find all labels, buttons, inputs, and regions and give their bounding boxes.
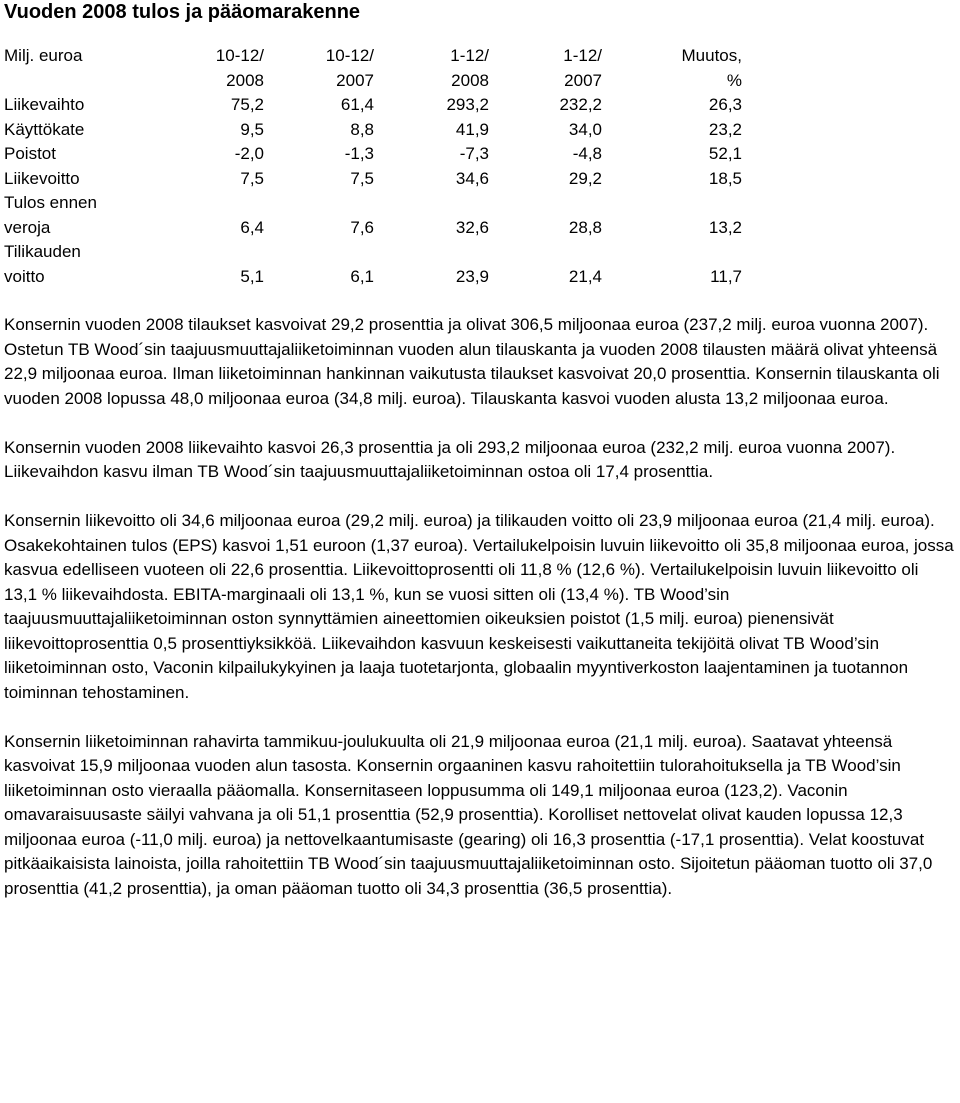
cell-value: 34,6	[455, 168, 489, 188]
cell-value: 21,4	[568, 266, 602, 286]
header-cell-q4-2008: 10-12/ 2008	[215, 46, 264, 90]
row-label: Käyttökate	[4, 119, 85, 139]
row-label: Poistot	[4, 144, 56, 163]
paragraph-profit: Konsernin liikevoitto oli 34,6 miljoonaa euroa (29,2 milj. euroa) ja tilikauden voitto oli 23,9 miljoonaa euroa (21,4 milj. euroa). Osakekohtainen tulos (EPS) kasvoi 1,51 euroon (1,37 euroa). Vertailukelpoisin luvuin liikevoitto oli 35,8 miljoonaa euroa, jossa kasvua edelliseen vuoteen oli 22,6 prosenttia. Liikevoittoprosentti oli 11,8 % (12,6 %). Vertailukelpoisin luvuin liikevoitto oli 13,1 % liikevaihdosta. EBITA-marginaali oli 13,1 %, kun se vuosi sitten oli (13,4 %). TB Wood’sin taajuusmuuttajaliiketoiminnan oston synnyttämien aineettomien oikeuksien poistot (1,5 milj. euroa) pienensivät liikevoittoprosenttia 0,5 prosenttiyksikköä. Liikevaihdon kasvuun keskeisesti vaikuttaneita tekijöitä olivat TB Wood’sin liiketoiminnan osto, Vaconin kilpailukykyinen ja laaja tuotetarjonta, globaalin myyntiverkoston laajentaminen ja tuotannon toiminnan tehostaminen.	[4, 511, 954, 702]
body-text	[4, 313, 956, 926]
cell-value: 293,2	[446, 95, 489, 114]
cell-value: 6,1	[350, 266, 374, 286]
financial-summary-table	[4, 44, 742, 289]
cell-value: 23,2	[708, 119, 742, 139]
cell-value: 41,9	[455, 119, 489, 139]
paragraph-cashflow: Konsernin liiketoiminnan rahavirta tammikuu-joulukuulta oli 21,9 miljoonaa euroa (21,1 milj. euroa). Saatavat yhteensä kasvoivat 15,9 miljoonaa vuoden alun tasosta. Konsernin orgaaninen kasvu rahoitettiin tulorahoituksella ja TB Wood’sin liiketoiminnan osto vieraalla pääomalla. Konsernitaseen loppusumma oli 149,1 miljoonaa euroa (123,2). Vaconin omavaraisuusaste säilyi vahvana ja oli 51,1 prosenttia (52,9 prosenttia). Korolliset nettovelat olivat kauden lopussa 12,3 miljoonaa euroa (-11,0 milj. euroa) ja nettovelkaantumisaste (gearing) oli 16,3 prosenttia (-17,1 prosenttia). Velat koostuvat pitkäaikaisista lainoista, joilla rahoitettiin TB Wood´sin taajuusmuuttajaliiketoiminnan osto. Sijoitetun pääoman tuotto oli 37,0 prosenttia (41,2 prosenttia), ja oman pääoman tuotto oli 34,3 prosenttia (36,5 prosenttia).	[4, 731, 933, 898]
header-cell-change: Muutos, %	[681, 46, 742, 90]
cell-value: 9,5	[240, 119, 264, 139]
header-cell-fy-2007: 1-12/ 2007	[563, 46, 602, 90]
cell-value: -2,0	[234, 144, 264, 163]
cell-value: 8,8	[350, 119, 374, 139]
cell-value: 7,6	[350, 217, 374, 237]
cell-value: 6,4	[240, 217, 264, 237]
table-row	[4, 240, 742, 289]
table-row	[4, 167, 742, 192]
table-row	[4, 118, 742, 143]
cell-value: 32,6	[455, 217, 489, 237]
cell-value: 75,2	[230, 95, 264, 114]
table-row	[4, 93, 742, 118]
cell-value: -1,3	[344, 144, 374, 163]
row-label: Liikevoitto	[4, 168, 80, 188]
cell-value: 28,8	[568, 217, 602, 237]
table-row	[4, 142, 742, 167]
cell-value: 18,5	[708, 168, 742, 188]
table-header-row	[4, 44, 742, 93]
header-cell-q4-2007: 10-12/ 2007	[325, 46, 374, 90]
cell-value: 23,9	[455, 266, 489, 286]
row-label: Tulos ennen veroja	[4, 193, 97, 237]
paragraph-orders: Konsernin vuoden 2008 tilaukset kasvoivat 29,2 prosenttia ja olivat 306,5 miljoonaa euroa (237,2 milj. euroa vuonna 2007). Ostetun TB Wood´sin taajuusmuuttajaliiketoiminnan vuoden alun tilauskanta ja vuoden 2008 tilausten määrä olivat yhteensä 22,9 miljoonaa euroa. Ilman liiketoiminnan hankinnan vaikutusta tilaukset kasvoivat 20,0 prosenttia. Konsernin tilauskanta oli vuoden 2008 lopussa 48,0 miljoonaa euroa (34,8 milj. euroa). Tilauskanta kasvoi vuoden alusta 13,2 miljoonaa euroa.	[4, 315, 940, 408]
header-cell-fy-2008: 1-12/ 2008	[450, 46, 489, 90]
cell-value: 13,2	[708, 217, 742, 237]
cell-value: 29,2	[568, 168, 602, 188]
paragraph-revenue: Konsernin vuoden 2008 liikevaihto kasvoi 26,3 prosenttia ja oli 293,2 miljoonaa euroa (232,2 milj. euroa vuonna 2007). Liikevaihdon kasvu ilman TB Wood´sin taajuusmuuttajaliiketoiminnan ostoa oli 17,4 prosenttia.	[4, 437, 896, 481]
cell-value: 7,5	[240, 168, 264, 188]
table-row	[4, 191, 742, 240]
header-cell-unit: Milj. euroa	[4, 46, 83, 65]
cell-value: -4,8	[572, 144, 602, 163]
cell-value: 7,5	[350, 168, 374, 188]
row-label: Liikevaihto	[4, 95, 85, 114]
cell-value: 26,3	[708, 95, 742, 114]
row-label: Tilikauden voitto	[4, 242, 81, 286]
cell-value: 52,1	[708, 144, 742, 163]
cell-value: 34,0	[568, 119, 602, 139]
cell-value: 232,2	[559, 95, 602, 114]
page-title: Vuoden 2008 tulos ja pääomarakenne	[4, 1, 361, 23]
cell-value: -7,3	[459, 144, 489, 163]
cell-value: 11,7	[710, 266, 742, 286]
cell-value: 5,1	[240, 266, 264, 286]
cell-value: 61,4	[340, 95, 374, 114]
